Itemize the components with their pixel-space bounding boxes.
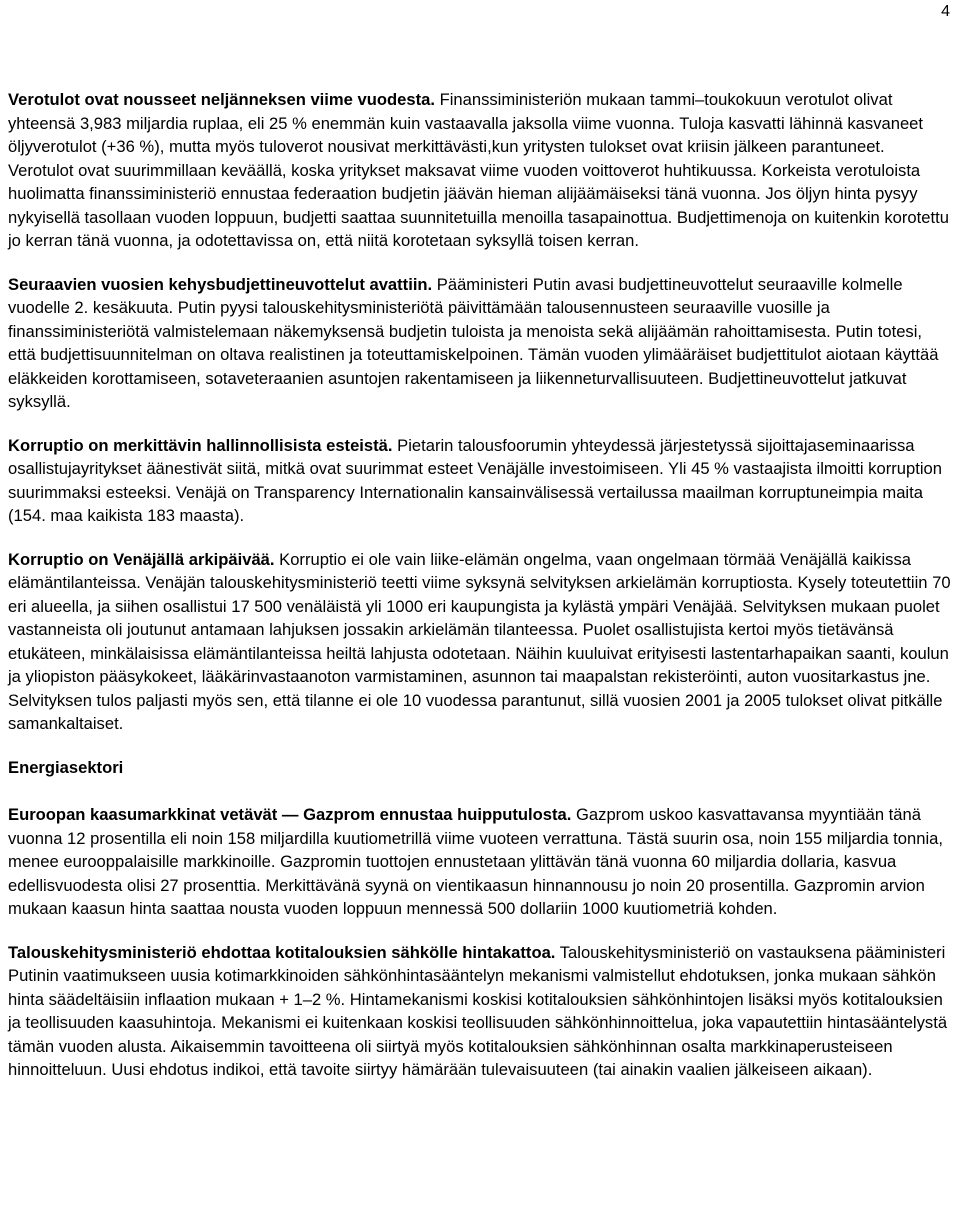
paragraph-lead: Korruptio on Venäjällä arkipäivää. [8, 549, 275, 569]
paragraph-tax-revenue [8, 88, 952, 253]
page-number: 4 [941, 3, 950, 20]
paragraph-text: Gazprom uskoo kasvattavansa myyntiään tänä vuonna 12 prosentilla eli noin 158 miljardilla kuutiometrillä viime vuoteen verrattuna. Tästä suurin osa, noin 155 miljardia tonnia, menee eurooppalaisille markkinoille. Gazpromin tuottojen ennustetaan ylittävän tänä vuonna 60 miljardia dollaria, kasvua edellisvuodesta olisi 27 prosenttia. Merkittävänä syynä on vientikaasun hinnannousu jo noin 20 prosentilla. Gazpromin arvion mukaan kaasun hinta saattaa nousta vuoden loppuun mennessä 500 dollariin 1000 kuutiometriä kohden. [8, 805, 943, 918]
paragraph-lead: Talouskehitysministeriö ehdottaa kotitalouksien sähkölle hintakattoa. [8, 942, 556, 962]
paragraph-text: Pietarin talousfoorumin yhteydessä järjestetyssä sijoittajaseminaarissa osallistujayritykset äänestivät siitä, mitkä ovat suurimmat esteet Venäjälle investoimiseen. Yli 45 % vastaajista ilmoitti korruption suurimmaksi esteeksi. Venäjä on Transparency Internationalin kansainvälisessä vertailussa maailman korruptuneimpia maita (154. maa kaikista 183 maasta). [8, 435, 942, 525]
section-heading-energy: Energiasektori [8, 757, 124, 777]
paragraph-text: Finanssiministeriön mukaan tammi–toukokuun verotulot olivat yhteensä 3,983 miljardia ruplaa, eli 25 % enemmän kuin vastaavalla jaksolla viime vuonna. Tuloja kasvatti lähinnä kasvaneet öljyverotulot (+36 %), mutta myös tuloverot nousivat merkittävästi,kun yritysten tulokset ovat kriisin jälkeen parantuneet. Verotulot ovat suurimmillaan keväällä, koska yritykset maksavat viime vuoden voittoverot huhtikuussa. Korkeista verotuloista huolimatta finanssiministeriö ennustaa federaation budjetin jäävän hieman alijäämäiseksi tänä vuonna. Jos öljyn hinta pysyy nykyisellä tasollaan vuoden loppuun, budjetti saattaa suunnitetuilla menoilla tasapainottua. Budjettimenoja on kuitenkin korotettu jo kerran tänä vuonna, ja odotettavissa on, että niitä korotetaan syksyllä toisen kerran. [8, 90, 949, 250]
paragraph-lead: Korruptio on merkittävin hallinnollisista esteistä. [8, 435, 393, 455]
paragraph-corruption-everyday [8, 548, 952, 736]
paragraph-text: Talouskehitysministeriö on vastauksena pääministeri Putinin vaatimukseen uusia kotimarkkinoiden sähkönhintasääntelyn mekanismi valmistellut ehdotuksen, jonka mukaan sähkön hinta säädeltäisiin inflaation mukaan + 1–2 %. Hintamekanismi koskisi kotitalouksien sähkönhintojen lisäksi myös kotitalouksien ja teollisuuden kaasuhintoja. Mekanismi ei kuitenkaan koskisi teollisuuden sähkönhinnoittelua, joka vapautettiin hintasääntelystä tämän vuoden alusta. Aikaisemmin tavoitteena oli siirtyä myös kotitalouksien sähkönhinnan osalta markkinaperusteiseen hinnoitteluun. Uusi ehdotus indikoi, että tavoite siirtyy hämärään tulevaisuuteen (tai ainakin vaalien jälkeiseen aikaan). [8, 942, 948, 1079]
paragraph-text: Korruptio ei ole vain liike-elämän ongelma, vaan ongelmaan törmää Venäjällä kaikissa elämäntilanteissa. Venäjän talouskehitysministeriö teetti viime syksynä selvityksen arkielämän korruptiosta. Kysely toteutettiin 70 eri alueella, ja siihen osallistui 17 500 venäläistä yli 1000 eri kaupungista ja kylästä ympäri Venäjää. Selvityksen mukaan puolet vastanneista oli joutunut antamaan lahjuksen jossakin arkielämän tilanteessa. Puolet osallistujista kertoi myös tietävänsä etukäteen, minkälaisissa elämäntilanteissa heiltä lahjusta odotetaan. Näihin kuuluivat erityisesti lastentarhapaikan saanti, koulun ja yliopiston pääsykokeet, lääkärinvastaanoton varmistaminen, asunnon tai maapalstan rekisteröinti, auton vuositarkastus jne. Selvityksen tulos paljasti myös sen, että tilanne ei ole 10 vuodessa parantunut, sillä vuosien 2001 ja 2005 tulokset olivat pitkälle samankaltaiset. [8, 549, 951, 733]
paragraph-text: Pääministeri Putin avasi budjettineuvottelut seuraaville kolmelle vuodelle 2. kesäkuuta. Putin pyysi talouskehitysministeriötä päivittämään talousennusteen seuraaville vuosille ja finanssiministeriötä valmistelemaan näkemyksensä budjetin tuloista ja menoista sekä alijäämän rahoittamisesta. Putin totesi, että budjettisuunnitelman on oltava realistinen ja toteuttamiskelpoinen. Tämän vuoden ylimääräiset budjettitulot aiotaan käyttää eläkkeiden korottamiseen, sotaveteraanien asuntojen rakentamiseen ja liikenneturvallisuuteen. Budjettineuvottelut jatkuvat syksyllä. [8, 274, 939, 411]
paragraph-lead: Seuraavien vuosien kehysbudjettineuvottelut avattiin. [8, 274, 433, 294]
paragraph-electricity-price-cap [8, 941, 952, 1082]
document-body [8, 88, 952, 1102]
paragraph-lead: Verotulot ovat nousseet neljänneksen viime vuodesta. [8, 90, 435, 109]
paragraph-lead: Euroopan kaasumarkkinat vetävät — Gazprom ennustaa huipputulosta. [8, 805, 572, 824]
paragraph-corruption-obstacle [8, 434, 952, 528]
paragraph-budget-negotiations [8, 273, 952, 414]
paragraph-gas-markets [8, 803, 952, 921]
